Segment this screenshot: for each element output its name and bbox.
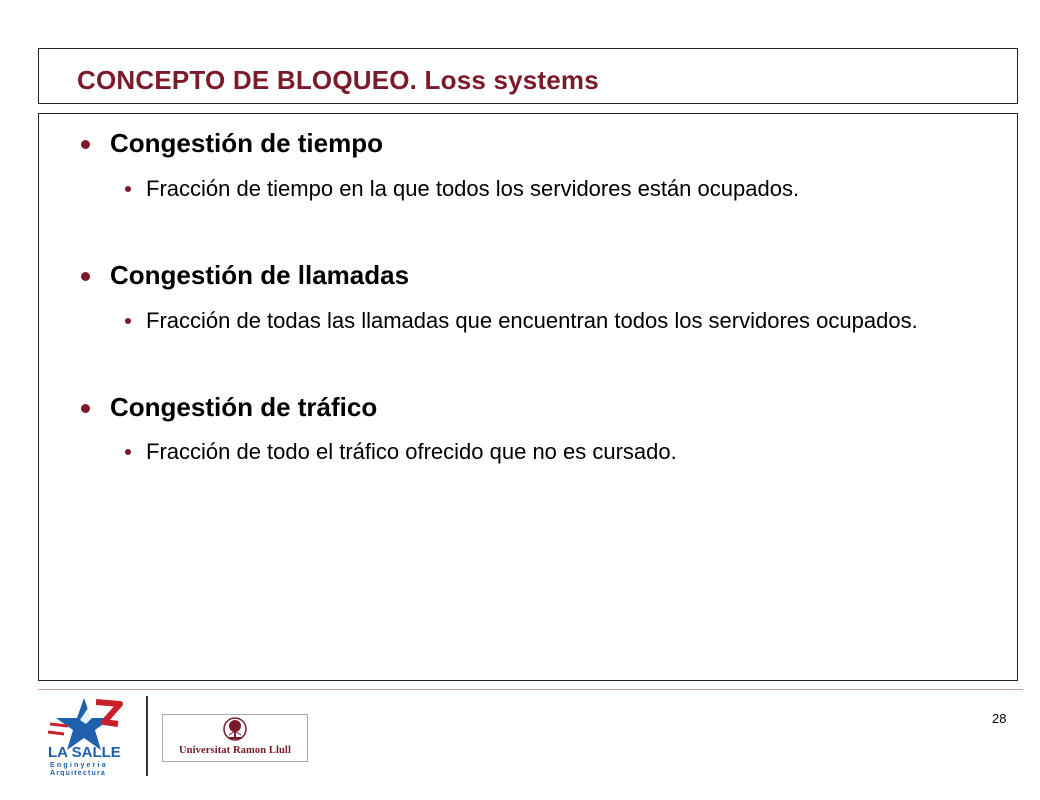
section-heading-text: Congestión de tiempo (110, 128, 383, 158)
url-logo (162, 714, 308, 762)
section-detail-text: Fracción de todo el tráfico ofrecido que no es cursado. (146, 439, 677, 464)
slide-title: CONCEPTO DE BLOQUEO. Loss systems (77, 65, 599, 95)
url-logo-wordmark: Universitat Ramon Llull (179, 745, 291, 756)
bullet-dot (81, 272, 90, 281)
page-number: 28 (992, 711, 1007, 726)
section-detail-text: Fracción de todas las llamadas que encuentran todos los servidores ocupados. (146, 308, 918, 333)
section-detail-1 (125, 172, 963, 205)
bullet-dot (125, 318, 131, 324)
bullet-dot (125, 186, 131, 192)
lasalle-logo-name: LA SALLE (48, 744, 121, 761)
lasalle-star-icon (44, 694, 136, 776)
bullet-dot (81, 140, 90, 149)
section-heading-text: Congestión de tráfico (110, 392, 378, 422)
footer-divider (38, 689, 1023, 690)
lasalle-logo-subtitle-2: Arquitectura (50, 770, 107, 776)
section-heading-text: Congestión de llamadas (110, 260, 410, 290)
lasalle-logo (44, 694, 136, 776)
logo-divider (146, 696, 148, 776)
bullet-dot (125, 449, 131, 455)
tree-seal-icon (215, 717, 255, 745)
bullet-dot (81, 404, 90, 413)
title-box (38, 48, 1018, 104)
section-detail-3 (125, 435, 963, 468)
lasalle-logo-subtitle-1: Enginyeria (50, 762, 108, 769)
section-detail-2 (125, 304, 963, 337)
section-detail-text: Fracción de tiempo en la que todos los servidores están ocupados. (146, 176, 800, 201)
